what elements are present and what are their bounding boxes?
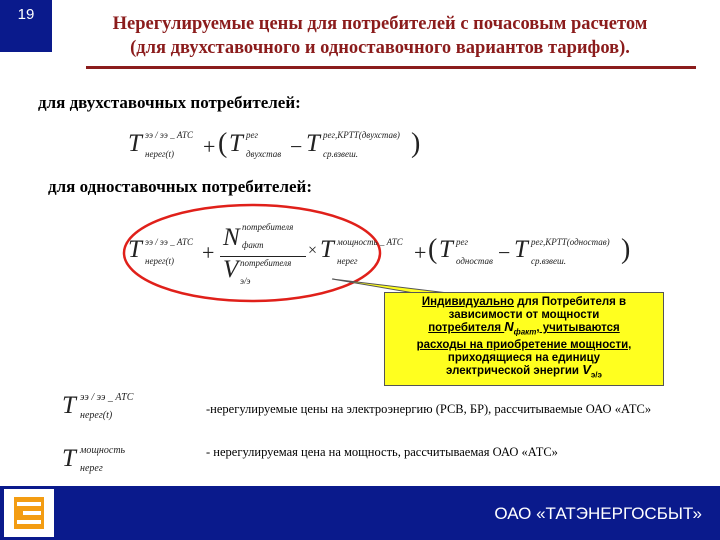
callout-individual: Индивидуально <box>421 296 515 308</box>
one-rate-v-sup: потребителя <box>240 258 292 268</box>
tatenergosbyt-logo <box>4 489 54 537</box>
one-rate-t1-sup: ээ / ээ _ АТС <box>145 237 194 247</box>
two-rate-formula: T ээ / ээ _ АТС нерег(t) + ( T рег двухстав − T рег,КРТТ(двухстав) ср.взвеш. ) <box>128 128 421 159</box>
two-rate-t3-sup: рег,КРТТ(двухстав) <box>323 130 400 140</box>
one-rate-n-sup: потребителя <box>242 222 294 232</box>
explanation-callout: Индивидуально для Потребителя в зависимости от мощности потребителя $N_{факт}$, учитываются расходы на приобретение мощности, приходящиеся на единицу электрической энергии $V_{э/э}$ <box>384 292 664 386</box>
two-rate-t1-sup: ээ / ээ _ АТС <box>145 130 194 140</box>
legend-symbol-energy: T ээ / ээ _ АТС нерег(t) <box>62 392 134 421</box>
one-rate-v-sub: э/э <box>240 276 251 286</box>
two-rate-heading: для двухставочных потребителей: <box>38 93 301 112</box>
one-rate-t3-sup: рег,КРТТ(одностав) <box>531 237 610 247</box>
one-rate-t1-sub: нерег(t) <box>145 256 174 266</box>
title-line-2: (для двухставочного и одноставочного вариантов тарифов). <box>130 38 630 58</box>
two-rate-t3-sub: ср.взвеш. <box>323 149 358 159</box>
legend-symbol-capacity: T мощность нерег <box>62 445 126 474</box>
one-rate-tm-sup: мощность _ АТС <box>337 237 403 247</box>
one-rate-tm-sub: нерег <box>337 256 358 266</box>
two-rate-t2-sub: двухстав <box>246 149 282 159</box>
legend-text-capacity: - нерегулируемая цена на мощность, рассчитываемая ОАО «АТС» <box>206 445 558 459</box>
one-rate-t3-sub: ср.взвеш. <box>531 256 566 266</box>
logo-icon <box>9 493 49 533</box>
one-rate-formula: T ээ / ээ _ АТС нерег(t) + N потребителя факт V потребителя э/э × T мощность _ АТС нерег + ( T рег одностав − T рег,КРТТ(одностав) ср.взвеш. ) <box>128 222 631 286</box>
two-rate-t1-sub: нерег(t) <box>145 149 174 159</box>
one-rate-t2-sub: одностав <box>456 256 493 266</box>
one-rate-t2-sup: рег <box>456 237 469 247</box>
legend-text-energy: -нерегулируемые цены на электроэнергию (РСВ, БР), рассчитываемые ОАО «АТС» <box>206 402 652 416</box>
slide-number: 19 <box>0 0 52 52</box>
one-rate-heading: для одноставочных потребителей: <box>48 177 312 196</box>
two-rate-t2-sup: рег <box>246 130 259 140</box>
company-name: ОАО «ТАТЭНЕРГОСБЫТ» <box>494 504 702 523</box>
title-line-1: Нерегулируемые цены для потребителей с почасовым расчетом <box>112 14 648 34</box>
one-rate-n-sub: факт <box>242 240 264 250</box>
